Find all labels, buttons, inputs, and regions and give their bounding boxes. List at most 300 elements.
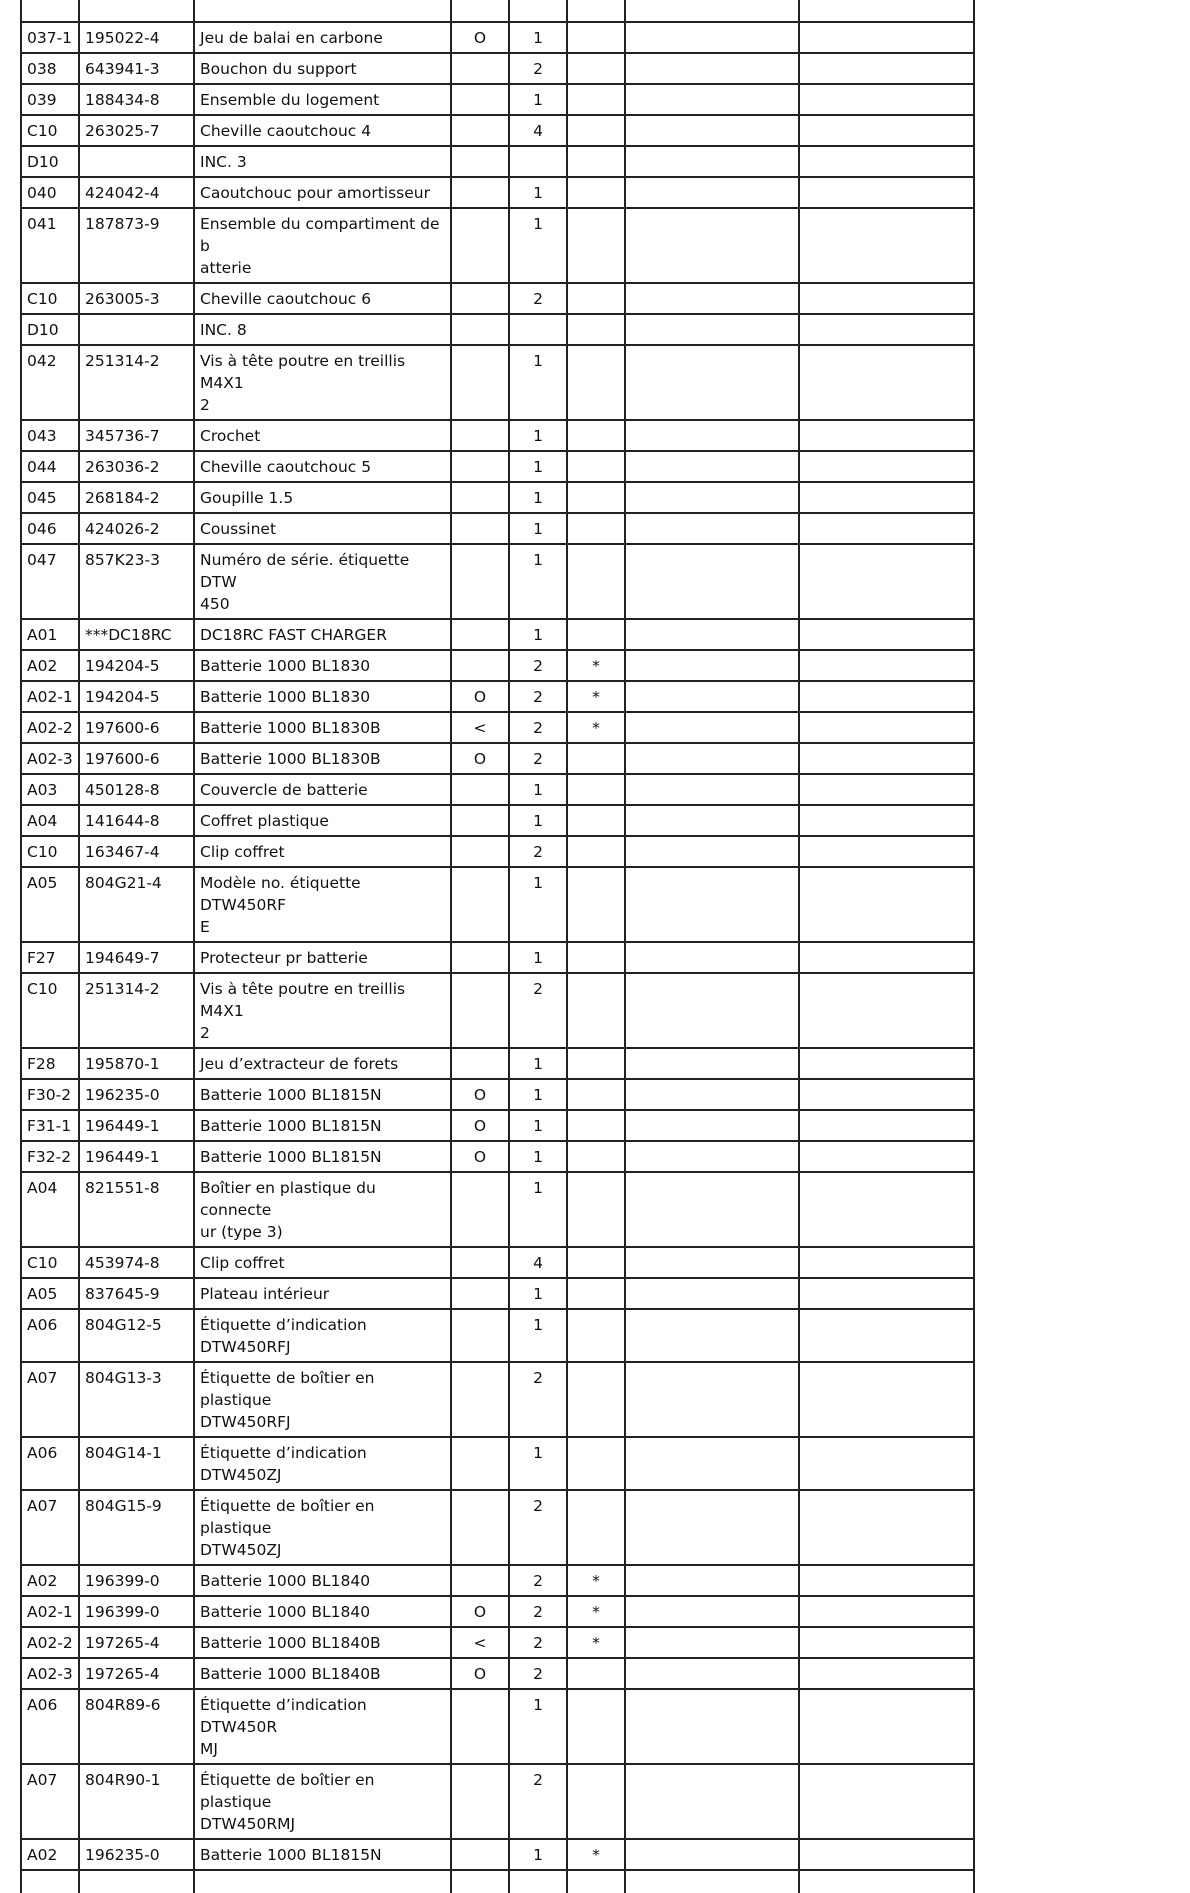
marker-cell (451, 544, 509, 619)
description-cell: Vis à tête poutre en treillis M4X1 2 (194, 973, 451, 1048)
description-cell: Batterie 1000 BL1815N (194, 1839, 451, 1870)
marker-cell (451, 1048, 509, 1079)
empty-cell (799, 1437, 974, 1490)
item-number-cell: C10 (21, 1247, 79, 1278)
empty-cell (799, 482, 974, 513)
quantity-cell: 2 (509, 1596, 567, 1627)
description-cell: Batterie 1000 BL1840B (194, 1658, 451, 1689)
empty-cell (625, 805, 799, 836)
item-number-cell: F30-2 (21, 1079, 79, 1110)
parts-table (20, 0, 975, 1893)
description-cell: Goupille 1.5 (194, 482, 451, 513)
quantity-cell: 1 (509, 482, 567, 513)
item-number-cell: A05 (21, 1278, 79, 1309)
item-number-cell: 037-1 (21, 22, 79, 53)
description-cell: Étiquette d’indication DTW450ZJ (194, 1437, 451, 1490)
quantity-cell: 1 (509, 942, 567, 973)
empty-cell (625, 1490, 799, 1565)
part-number-cell: 197600-6 (79, 712, 194, 743)
marker-cell: O (451, 22, 509, 53)
table-row (21, 1839, 974, 1870)
part-number-cell: 804G12-5 (79, 1309, 194, 1362)
description-cell: Étiquette de boîtier en plastique DTW450RFJ (194, 1362, 451, 1437)
description-cell: Coffret plastique (194, 805, 451, 836)
item-number-cell: 038 (21, 53, 79, 84)
part-number-cell: 141644-8 (79, 805, 194, 836)
table-row (21, 1278, 974, 1309)
quantity-cell: 1 (509, 513, 567, 544)
item-number-cell: D10 (21, 146, 79, 177)
part-number-cell (79, 314, 194, 345)
table-row (21, 650, 974, 681)
empty-cell (799, 1596, 974, 1627)
marker-cell: O (451, 1141, 509, 1172)
part-number-cell: 263036-2 (79, 451, 194, 482)
table-row (21, 451, 974, 482)
marker-cell (451, 420, 509, 451)
item-number-cell: A06 (21, 1309, 79, 1362)
item-number-cell: A02-2 (21, 1627, 79, 1658)
item-number-cell: C10 (21, 115, 79, 146)
marker-cell (451, 650, 509, 681)
table-row (21, 774, 974, 805)
table-row (21, 345, 974, 420)
note-cell (567, 177, 625, 208)
description-cell: Batterie 1000 BL1815N (194, 1079, 451, 1110)
description-cell: Caoutchouc pour amortisseur (194, 177, 451, 208)
empty-cell (799, 146, 974, 177)
quantity-cell: 1 (509, 1172, 567, 1247)
empty-cell (625, 836, 799, 867)
marker-cell (451, 1247, 509, 1278)
empty-cell (799, 1627, 974, 1658)
item-number-cell: A02 (21, 650, 79, 681)
empty-cell (799, 115, 974, 146)
note-cell (567, 1309, 625, 1362)
note-cell: * (567, 1839, 625, 1870)
quantity-cell: 1 (509, 1839, 567, 1870)
note-cell: * (567, 1627, 625, 1658)
marker-cell (451, 513, 509, 544)
quantity-cell: 2 (509, 1565, 567, 1596)
empty-cell (625, 513, 799, 544)
empty-cell (799, 867, 974, 942)
part-number-cell: 268184-2 (79, 482, 194, 513)
quantity-cell: 4 (509, 1247, 567, 1278)
description-cell: Batterie 1000 BL1815N (194, 1110, 451, 1141)
marker-cell (451, 146, 509, 177)
description-cell: INC. 8 (194, 314, 451, 345)
note-cell (567, 1141, 625, 1172)
quantity-cell: 4 (509, 115, 567, 146)
item-number-cell: 043 (21, 420, 79, 451)
marker-cell (451, 482, 509, 513)
part-number-cell: 804R89-6 (79, 1689, 194, 1764)
table-row (21, 1596, 974, 1627)
note-cell (567, 1110, 625, 1141)
item-number-cell: F32-2 (21, 1141, 79, 1172)
item-number-cell: D10 (21, 314, 79, 345)
empty-cell (799, 1689, 974, 1764)
empty-cell (625, 22, 799, 53)
quantity-cell: 1 (509, 1110, 567, 1141)
quantity-cell: 2 (509, 1362, 567, 1437)
table-row (21, 1658, 974, 1689)
quantity-cell: 1 (509, 1309, 567, 1362)
item-number-cell: A02 (21, 1565, 79, 1596)
note-cell (567, 451, 625, 482)
quantity-cell: 1 (509, 1278, 567, 1309)
description-cell: Vis à tête poutre en treillis M4X1 2 (194, 345, 451, 420)
empty-cell (625, 1764, 799, 1839)
table-row (21, 1110, 974, 1141)
empty-cell (625, 1565, 799, 1596)
marker-cell (451, 867, 509, 942)
part-number-cell: 197600-6 (79, 743, 194, 774)
marker-cell (451, 314, 509, 345)
description-cell: Ensemble du logement (194, 84, 451, 115)
empty-cell (799, 1048, 974, 1079)
marker-cell (451, 1689, 509, 1764)
empty-cell (799, 451, 974, 482)
description-cell: Bouchon du support (194, 53, 451, 84)
empty-cell (625, 942, 799, 973)
table-row (21, 1309, 974, 1362)
empty-cell (625, 1658, 799, 1689)
description-cell: Batterie 1000 BL1830 (194, 681, 451, 712)
note-cell (567, 1764, 625, 1839)
item-number-cell: A04 (21, 805, 79, 836)
note-cell (567, 774, 625, 805)
empty-cell (799, 1565, 974, 1596)
note-cell (567, 805, 625, 836)
empty-cell (799, 805, 974, 836)
description-cell: Batterie 1000 BL1840B (194, 1627, 451, 1658)
table-row (21, 1172, 974, 1247)
note-cell (567, 867, 625, 942)
note-cell (567, 345, 625, 420)
part-number-cell: 194649-7 (79, 942, 194, 973)
marker-cell (451, 208, 509, 283)
part-number-cell: 194204-5 (79, 681, 194, 712)
note-cell (567, 743, 625, 774)
note-cell (567, 513, 625, 544)
empty-cell (799, 420, 974, 451)
marker-cell: O (451, 681, 509, 712)
description-cell: Cheville caoutchouc 6 (194, 283, 451, 314)
marker-cell (451, 451, 509, 482)
item-number-cell: F27 (21, 942, 79, 973)
item-number-cell: A06 (21, 1437, 79, 1490)
part-number-cell: 197265-4 (79, 1627, 194, 1658)
part-number-cell: 804G15-9 (79, 1490, 194, 1565)
table-row (21, 1490, 974, 1565)
empty-cell (625, 53, 799, 84)
empty-cell (625, 681, 799, 712)
item-number-cell: A01 (21, 619, 79, 650)
marker-cell (451, 1172, 509, 1247)
quantity-cell: 2 (509, 973, 567, 1048)
empty-cell (799, 283, 974, 314)
item-number-cell: 046 (21, 513, 79, 544)
empty-cell (799, 650, 974, 681)
item-number-cell: A02 (21, 1839, 79, 1870)
part-number-cell: 196399-0 (79, 1565, 194, 1596)
empty-cell (799, 1362, 974, 1437)
description-cell: Batterie 1000 BL1815N (194, 1141, 451, 1172)
description-cell: Clip coffret (194, 836, 451, 867)
empty-cell (625, 1437, 799, 1490)
note-cell: * (567, 650, 625, 681)
note-cell (567, 1278, 625, 1309)
table-row (21, 1627, 974, 1658)
empty-cell (799, 774, 974, 805)
table-row (21, 805, 974, 836)
empty-cell (625, 420, 799, 451)
table-row (21, 1247, 974, 1278)
description-cell: Cheville caoutchouc 4 (194, 115, 451, 146)
part-number-cell: 453974-8 (79, 1247, 194, 1278)
item-number-cell: A02-3 (21, 1658, 79, 1689)
empty-cell (625, 650, 799, 681)
note-cell (567, 146, 625, 177)
marker-cell (451, 1278, 509, 1309)
empty-cell (625, 177, 799, 208)
part-number-cell (79, 146, 194, 177)
empty-cell (625, 544, 799, 619)
description-cell: Crochet (194, 420, 451, 451)
note-cell: * (567, 712, 625, 743)
table-row (21, 1362, 974, 1437)
marker-cell (451, 115, 509, 146)
part-number-cell: 195870-1 (79, 1048, 194, 1079)
description-cell: Jeu de balai en carbone (194, 22, 451, 53)
note-cell (567, 942, 625, 973)
note-cell: * (567, 1565, 625, 1596)
item-number-cell: 040 (21, 177, 79, 208)
empty-cell (799, 84, 974, 115)
table-row (21, 1764, 974, 1839)
quantity-cell: 2 (509, 283, 567, 314)
part-number-cell: 643941-3 (79, 53, 194, 84)
empty-cell (625, 973, 799, 1048)
description-cell: Boîtier en plastique du connecte ur (type 3) (194, 1172, 451, 1247)
marker-cell (451, 283, 509, 314)
marker-cell (451, 805, 509, 836)
empty-cell (799, 314, 974, 345)
table-row (21, 1689, 974, 1764)
description-cell: Ensemble du compartiment de b atterie (194, 208, 451, 283)
note-cell (567, 53, 625, 84)
empty-cell (799, 1309, 974, 1362)
part-number-cell: ***DC18RC (79, 619, 194, 650)
note-cell: * (567, 681, 625, 712)
parts-list-page (20, 0, 973, 1893)
empty-cell (625, 208, 799, 283)
marker-cell: < (451, 712, 509, 743)
empty-cell (799, 22, 974, 53)
note-cell (567, 482, 625, 513)
empty-cell (625, 84, 799, 115)
table-row (21, 420, 974, 451)
quantity-cell: 2 (509, 743, 567, 774)
empty-cell (625, 1141, 799, 1172)
marker-cell (451, 84, 509, 115)
empty-cell (799, 544, 974, 619)
item-number-cell: 044 (21, 451, 79, 482)
part-number-cell: 857K23-3 (79, 544, 194, 619)
empty-cell (625, 1079, 799, 1110)
part-number-cell: 195022-4 (79, 22, 194, 53)
note-cell (567, 544, 625, 619)
note-cell (567, 420, 625, 451)
item-number-cell: C10 (21, 283, 79, 314)
part-number-cell: 837645-9 (79, 1278, 194, 1309)
note-cell (567, 1437, 625, 1490)
item-number-cell: A02-3 (21, 743, 79, 774)
marker-cell (451, 942, 509, 973)
quantity-cell (509, 146, 567, 177)
part-number-cell: 345736-7 (79, 420, 194, 451)
quantity-cell: 1 (509, 774, 567, 805)
quantity-cell: 2 (509, 681, 567, 712)
item-number-cell: A02-1 (21, 1596, 79, 1627)
empty-cell (799, 942, 974, 973)
empty-cell (799, 208, 974, 283)
marker-cell (451, 1490, 509, 1565)
table-row (21, 1048, 974, 1079)
note-cell (567, 973, 625, 1048)
quantity-cell: 2 (509, 712, 567, 743)
item-number-cell: 041 (21, 208, 79, 283)
quantity-cell: 2 (509, 1627, 567, 1658)
empty-cell (799, 513, 974, 544)
quantity-cell: 1 (509, 1689, 567, 1764)
marker-cell (451, 1839, 509, 1870)
description-cell: Étiquette de boîtier en plastique DTW450ZJ (194, 1490, 451, 1565)
empty-cell (799, 1764, 974, 1839)
marker-cell (451, 973, 509, 1048)
parts-table-body (21, 0, 974, 1893)
empty-cell (625, 283, 799, 314)
note-cell (567, 1079, 625, 1110)
table-row (21, 1565, 974, 1596)
note-cell (567, 208, 625, 283)
quantity-cell: 2 (509, 836, 567, 867)
table-row (21, 973, 974, 1048)
item-number-cell: A04 (21, 1172, 79, 1247)
empty-cell (799, 712, 974, 743)
item-number-cell: A05 (21, 867, 79, 942)
empty-cell (625, 1596, 799, 1627)
empty-cell (625, 619, 799, 650)
marker-cell (451, 345, 509, 420)
item-number-cell: C10 (21, 836, 79, 867)
note-cell (567, 836, 625, 867)
quantity-cell: 1 (509, 1141, 567, 1172)
part-number-cell: 804G14-1 (79, 1437, 194, 1490)
note-cell (567, 1247, 625, 1278)
description-cell: Étiquette d’indication DTW450R MJ (194, 1689, 451, 1764)
item-number-cell: A07 (21, 1764, 79, 1839)
empty-cell (625, 314, 799, 345)
part-number-cell: 196235-0 (79, 1079, 194, 1110)
part-number-cell: 424026-2 (79, 513, 194, 544)
description-cell: Clip coffret (194, 1247, 451, 1278)
table-row (21, 619, 974, 650)
item-number-cell: 047 (21, 544, 79, 619)
description-cell: Batterie 1000 BL1830B (194, 712, 451, 743)
description-cell: DC18RC FAST CHARGER (194, 619, 451, 650)
empty-cell (625, 1362, 799, 1437)
description-cell: Étiquette d’indication DTW450RFJ (194, 1309, 451, 1362)
empty-cell (799, 1490, 974, 1565)
table-row (21, 1141, 974, 1172)
empty-cell (799, 1658, 974, 1689)
part-number-cell: 163467-4 (79, 836, 194, 867)
table-row (21, 482, 974, 513)
item-number-cell: A07 (21, 1490, 79, 1565)
description-cell: Modèle no. étiquette DTW450RF E (194, 867, 451, 942)
description-cell: Protecteur pr batterie (194, 942, 451, 973)
empty-cell (625, 1689, 799, 1764)
part-number-cell: 187873-9 (79, 208, 194, 283)
empty-cell (625, 146, 799, 177)
description-cell: INC. 3 (194, 146, 451, 177)
quantity-cell: 1 (509, 420, 567, 451)
empty-cell (799, 1110, 974, 1141)
marker-cell (451, 836, 509, 867)
item-number-cell: A02-2 (21, 712, 79, 743)
empty-cell (625, 1048, 799, 1079)
empty-cell (625, 774, 799, 805)
item-number-cell: 039 (21, 84, 79, 115)
item-number-cell: A02-1 (21, 681, 79, 712)
empty-cell (625, 1278, 799, 1309)
marker-cell (451, 1764, 509, 1839)
quantity-cell: 1 (509, 84, 567, 115)
quantity-cell: 2 (509, 1764, 567, 1839)
note-cell (567, 619, 625, 650)
part-number-cell: 804G13-3 (79, 1362, 194, 1437)
table-row (21, 942, 974, 973)
empty-cell (625, 115, 799, 146)
note-cell (567, 314, 625, 345)
quantity-cell: 1 (509, 544, 567, 619)
part-number-cell: 194204-5 (79, 650, 194, 681)
quantity-cell: 1 (509, 1079, 567, 1110)
note-cell (567, 1490, 625, 1565)
empty-cell (625, 1627, 799, 1658)
part-number-cell: 804R90-1 (79, 1764, 194, 1839)
table-row (21, 544, 974, 619)
note-cell (567, 22, 625, 53)
empty-cell (799, 1247, 974, 1278)
empty-cell (625, 1247, 799, 1278)
item-number-cell: A03 (21, 774, 79, 805)
table-row (21, 115, 974, 146)
quantity-cell: 2 (509, 1658, 567, 1689)
empty-cell (799, 973, 974, 1048)
marker-cell (451, 774, 509, 805)
table-continuation-row (21, 1870, 974, 1893)
table-row (21, 513, 974, 544)
quantity-cell: 1 (509, 22, 567, 53)
empty-cell (799, 619, 974, 650)
marker-cell (451, 177, 509, 208)
empty-cell (625, 1110, 799, 1141)
note-cell (567, 1689, 625, 1764)
